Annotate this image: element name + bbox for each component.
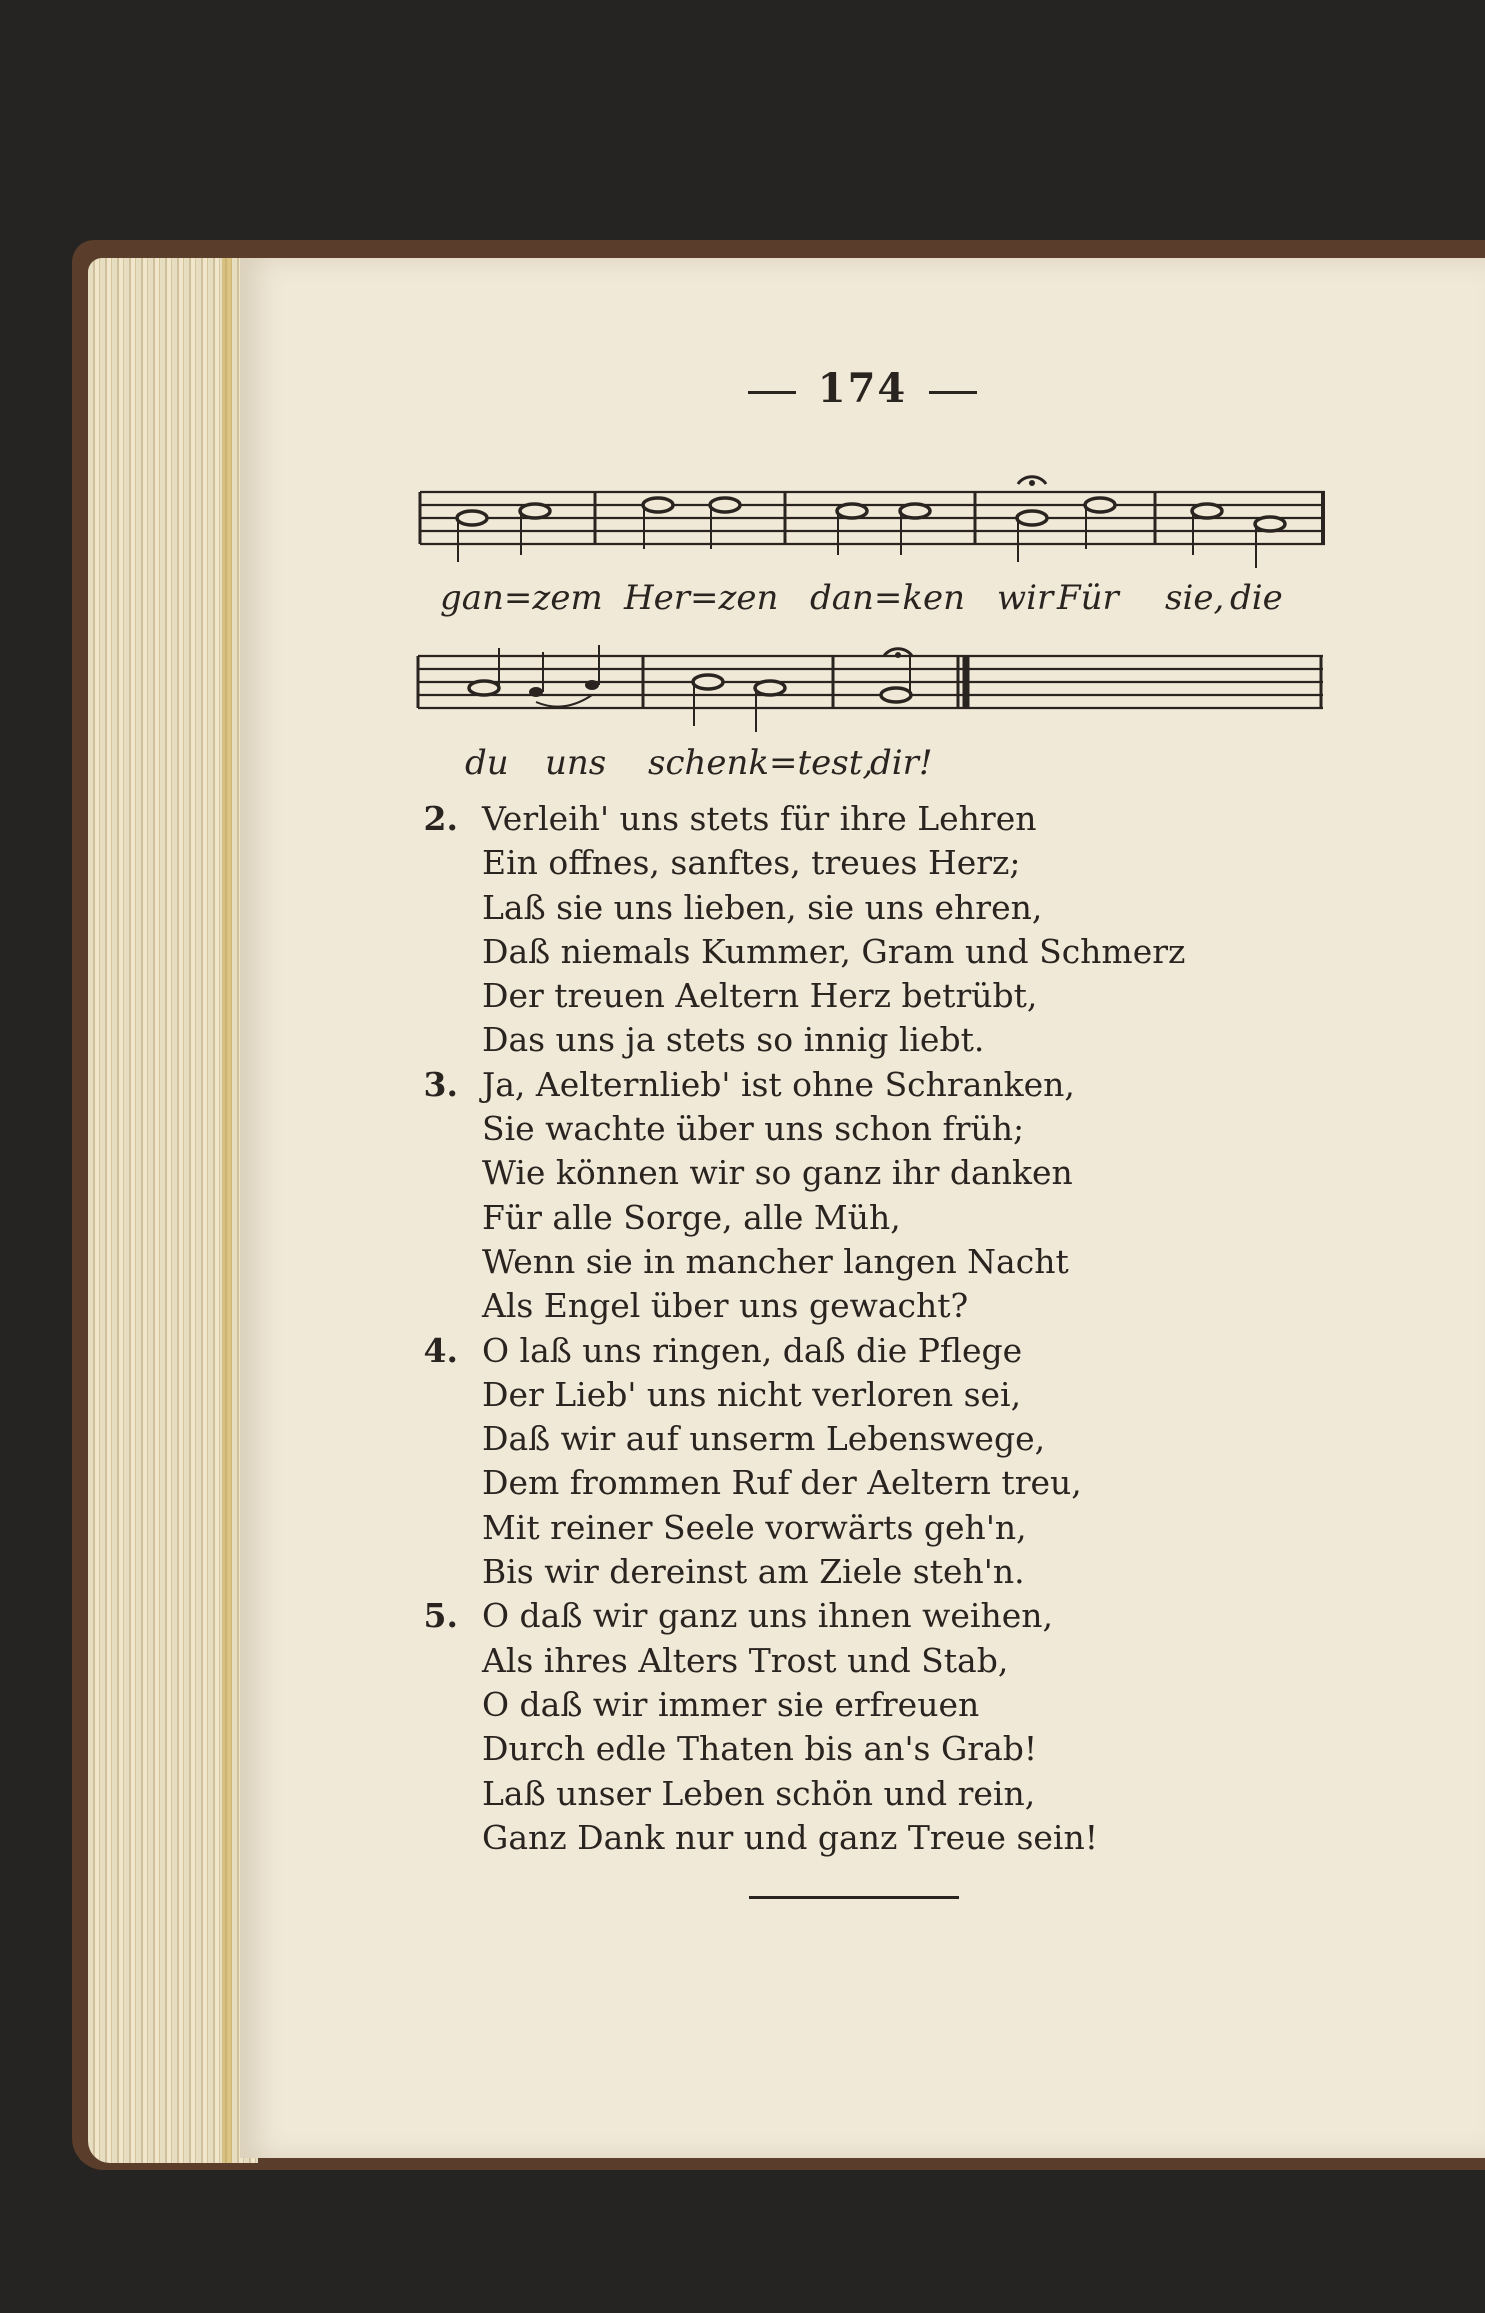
end-rule <box>749 1896 959 1899</box>
verse-text: O daß wir immer sie erfreuen <box>482 1684 980 1724</box>
lyric-syllable: die <box>1230 578 1283 618</box>
verse-line <box>423 1594 1302 1638</box>
verse-2 <box>423 797 1302 1063</box>
verse-text: Als Engel über uns gewacht? <box>482 1286 969 1326</box>
lyric-syllable: uns <box>545 743 607 783</box>
verse-line <box>482 886 1302 930</box>
verse-line <box>482 1284 1302 1328</box>
lyric-syllable: wir <box>997 578 1054 618</box>
verse-text: Bis wir dereinst am Ziele steh'n. <box>482 1552 1025 1592</box>
verse-text: O laß uns ringen, daß die Pflege <box>482 1330 1023 1370</box>
verse-text: Laß unser Leben schön und rein, <box>482 1773 1036 1813</box>
verse-text: Sie wachte über uns schon früh; <box>482 1109 1025 1149</box>
verse-text: Wie können wir so ganz ihr danken <box>482 1153 1073 1193</box>
verse-line <box>482 930 1302 974</box>
verse-line <box>482 1772 1302 1816</box>
verse-line <box>482 1151 1302 1195</box>
verse-line <box>482 1550 1302 1594</box>
verse-5 <box>423 1594 1302 1860</box>
page-number-text: 174 <box>817 365 908 412</box>
music-staff-1 <box>420 466 1325 576</box>
verse-text: Das uns ja stets so innig liebt. <box>482 1020 985 1060</box>
verse-line <box>423 797 1302 841</box>
verse-text: Durch edle Thaten bis an's Grab! <box>482 1729 1038 1769</box>
verse-text: Dem frommen Ruf der Aeltern treu, <box>482 1463 1082 1503</box>
verse-text: Daß niemals Kummer, Gram und Schmerz <box>482 931 1186 971</box>
verses <box>423 797 1302 1860</box>
lyric-syllable: dir! <box>870 743 933 783</box>
verse-text: Verleih' uns stets für ihre Lehren <box>482 799 1037 838</box>
verse-line <box>482 1816 1302 1860</box>
page-number <box>240 365 1485 412</box>
verse-line <box>482 1639 1302 1683</box>
verse-text: Ganz Dank nur und ganz Treue sein! <box>482 1817 1098 1857</box>
verse-text: Mit reiner Seele vorwärts geh'n, <box>482 1507 1027 1547</box>
verse-text: Laß sie uns lieben, sie uns ehren, <box>482 887 1043 927</box>
verse-text: Für alle Sorge, alle Müh, <box>482 1197 901 1237</box>
verse-text: Als ihres Alters Trost und Stab, <box>482 1640 1009 1680</box>
verse-line <box>482 1107 1302 1151</box>
dash-right <box>929 391 977 394</box>
verse-4 <box>423 1329 1302 1595</box>
verse-text: Ein offnes, sanftes, treues Herz; <box>482 843 1021 883</box>
verse-line <box>482 1240 1302 1284</box>
verse-number: 3. <box>423 1064 458 1104</box>
verse-line <box>482 1373 1302 1417</box>
verse-line <box>423 1329 1302 1373</box>
dash-left <box>748 391 796 394</box>
lyric-syllable: Für <box>1057 578 1119 618</box>
verse-number: 5. <box>423 1596 458 1636</box>
lyric-syllable: sie, <box>1165 578 1225 618</box>
verse-line <box>482 1683 1302 1727</box>
verse-text: O daß wir ganz uns ihnen weihen, <box>482 1596 1053 1636</box>
lyric-syllable: du <box>465 743 509 783</box>
verse-text: Ja, Aelternlieb' ist ohne Schranken, <box>482 1064 1075 1104</box>
verse-line <box>423 1063 1302 1107</box>
verse-line <box>482 974 1302 1018</box>
verse-line <box>482 1506 1302 1550</box>
verse-line <box>482 1727 1302 1771</box>
verse-3 <box>423 1063 1302 1329</box>
verse-line <box>482 841 1302 885</box>
verse-line <box>482 1018 1302 1062</box>
page-stack-edges <box>88 258 258 2163</box>
verse-line <box>482 1196 1302 1240</box>
verse-number: 2. <box>423 799 458 838</box>
verse-number: 4. <box>423 1330 458 1370</box>
verse-text: Wenn sie in mancher langen Nacht <box>482 1241 1069 1281</box>
verse-text: Der treuen Aeltern Herz betrübt, <box>482 976 1038 1016</box>
lyric-syllable: Her=zen <box>624 578 779 618</box>
music-staff-2 <box>418 630 1323 740</box>
gilt-edge <box>222 258 232 2163</box>
lyric-syllable: dan=ken <box>810 578 966 618</box>
verse-text: Der Lieb' uns nicht verloren sei, <box>482 1374 1022 1414</box>
verse-line <box>482 1417 1302 1461</box>
lyric-syllable: schenk=test, <box>648 743 874 783</box>
lyric-syllable: gan=zem <box>440 578 603 618</box>
verse-line <box>482 1461 1302 1505</box>
verse-text: Daß wir auf unserm Lebenswege, <box>482 1419 1046 1459</box>
